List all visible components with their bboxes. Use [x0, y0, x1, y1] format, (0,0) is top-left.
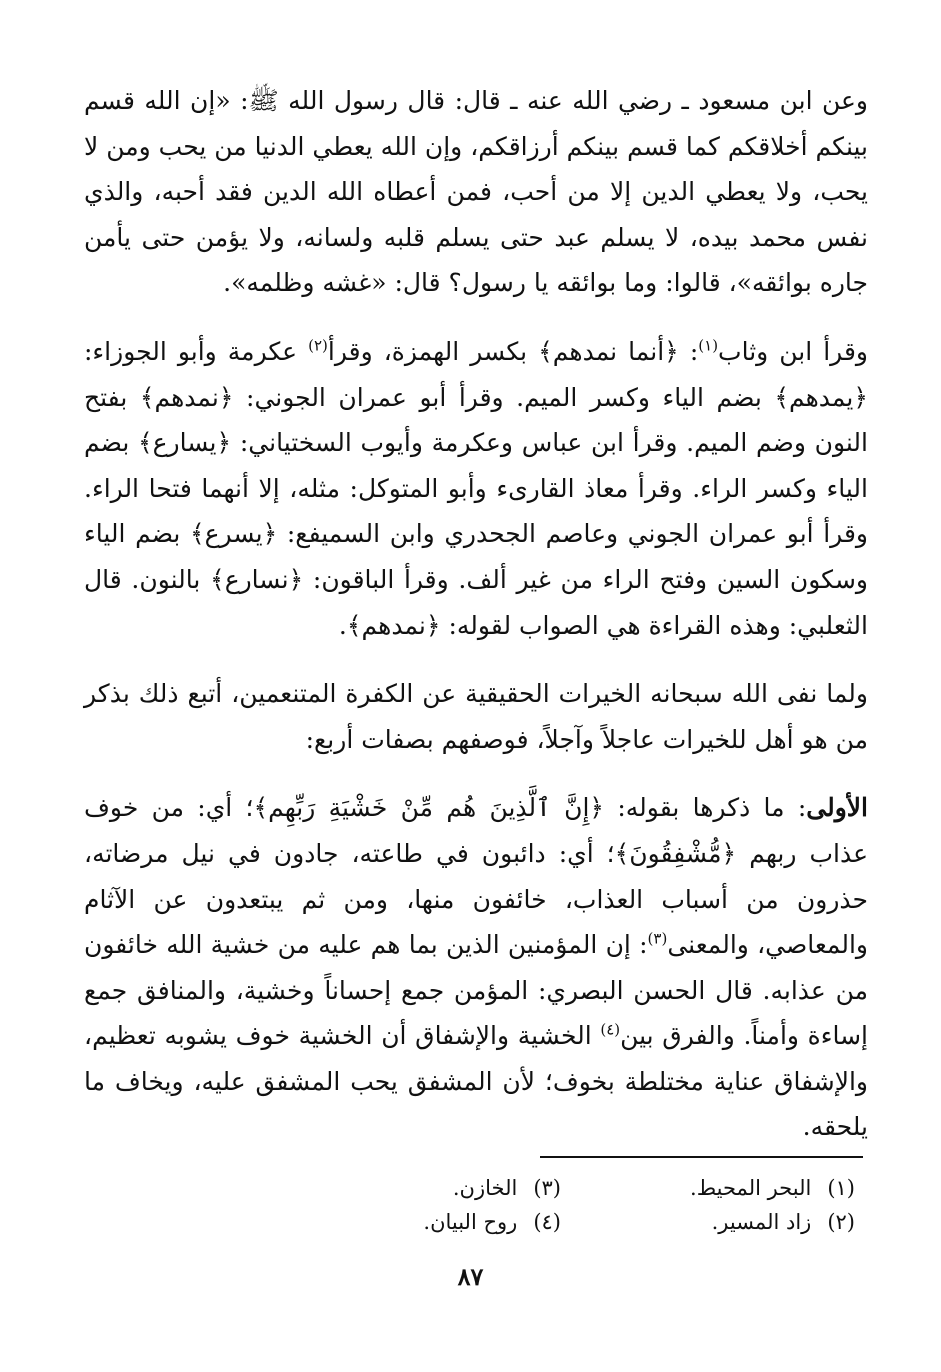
footnote-ref: (٢) — [308, 336, 328, 355]
paragraph-readings — [84, 329, 868, 648]
footnote-number: (١) — [827, 1176, 855, 1200]
footnotes — [295, 1172, 855, 1232]
footnote-text: زاد المسير. — [711, 1210, 812, 1234]
footnote-item — [712, 1206, 855, 1238]
footnote-number: (٣) — [533, 1176, 561, 1200]
footnote-text: البحر المحيط. — [690, 1176, 812, 1200]
paragraph-text: : ما ذكرها بقوله: ﴿إِنَّ ٱلَّذِينَ هُم مِّنْ خَشْيَةِ رَبِّهِم﴾؛ أي: من خوف عذاب ربهم ﴿مُّشْفِقُونَ﴾؛ أي: دائبون في طاعته، جادون في نيل مرضاته، حذرون من أسباب العذاب، خائفون منها، ومن ثم يبتعدون عن الآثام والمعاصي، والمعنى — [84, 793, 868, 960]
footnote-item — [690, 1172, 855, 1204]
footnote-text: روح البيان. — [423, 1210, 518, 1234]
paragraph-hadith — [84, 78, 868, 306]
paragraph-first-attribute — [84, 785, 868, 1150]
footnote-ref: (١) — [698, 336, 719, 355]
footnote-number: (٤) — [533, 1210, 561, 1234]
footnote-divider — [540, 1156, 863, 1158]
lead-word: الأولى — [806, 793, 868, 823]
paragraph-intro — [84, 671, 868, 762]
paragraph-text: وقرأ ابن وثاب — [718, 336, 868, 366]
footnote-item — [453, 1172, 561, 1204]
footnote-text: الخازن. — [452, 1176, 518, 1200]
paragraph-text: : ﴿أنما نمدهم﴾ بكسر الهمزة، وقرأ — [327, 336, 699, 366]
paragraph-text: الخشية والإشفاق أن الخشية خوف يشوبه تعظيم، والإشفاق عناية مختلطة بخوف؛ لأن المشفق يحب المشفق عليه، ويخاف ما يلحقه. — [84, 1021, 868, 1142]
footnote-item — [423, 1206, 561, 1238]
footnote-number: (٢) — [827, 1210, 855, 1234]
footnote-ref: (٣) — [647, 929, 668, 948]
paragraph-text: : إن المؤمنين الذين بما هم عليه من خشية الله خائفون من عذابه. قال الحسن البصري: المؤمن جمع إحساناً وخشية، والمنافق جمع إساءة وأمناً. والفرق بين — [84, 930, 868, 1051]
paragraph-text: وعن ابن مسعود ـ رضي الله عنه ـ قال: قال رسول الله ﷺ: «إن الله قسم بينكم أخلاقكم كما قسم بينكم أرزاقكم، وإن الله يعطي الدنيا من يحب ومن لا يحب، ولا يعطي الدين إلا من أحب، فمن أعطاه الله الدين فقد أحبه، والذي نفس محمد بيده، لا يسلم عبد حتى يسلم قلبه ولسانه، ولا يؤمن حتى يأمن جاره بوائقه»، قالوا: وما بوائقه يا رسول؟ قال: «غشه وظلمه». — [84, 86, 868, 298]
paragraph-text: عكرمة وأبو الجوزاء: ﴿يمدهم﴾ بضم الياء وكسر الميم. وقرأ أبو عمران الجوني: ﴿نمدهم﴾ بفتح النون وضم الميم. وقرأ ابن عباس وعكرمة وأيوب السختياني: ﴿يسارع﴾ بضم الياء وكسر الراء. وقرأ معاذ القارىء وأبو المتوكل: مثله، إلا أنهما فتحا الراء. وقرأ أبو عمران الجوني وعاصم الجحدري وابن السميفع: ﴿يسرع﴾ بضم الياء وسكون السين وفتح الراء من غير ألف. وقرأ الباقون: ﴿نسارع﴾ بالنون. قال الثعلبي: وهذه القراءة هي الصواب لقوله: ﴿نمدهم﴾. — [84, 336, 868, 640]
footnote-ref: (٤) — [600, 1020, 621, 1039]
main-text — [84, 78, 868, 1150]
page-number: ٨٧ — [457, 1262, 484, 1291]
paragraph-text: ولما نفى الله سبحانه الخيرات الحقيقية عن الكفرة المتنعمين، أتبع ذلك بذكر من هو أهل للخيرات عاجلاً وآجلاً، فوصفهم بصفات أربع: — [84, 679, 868, 754]
